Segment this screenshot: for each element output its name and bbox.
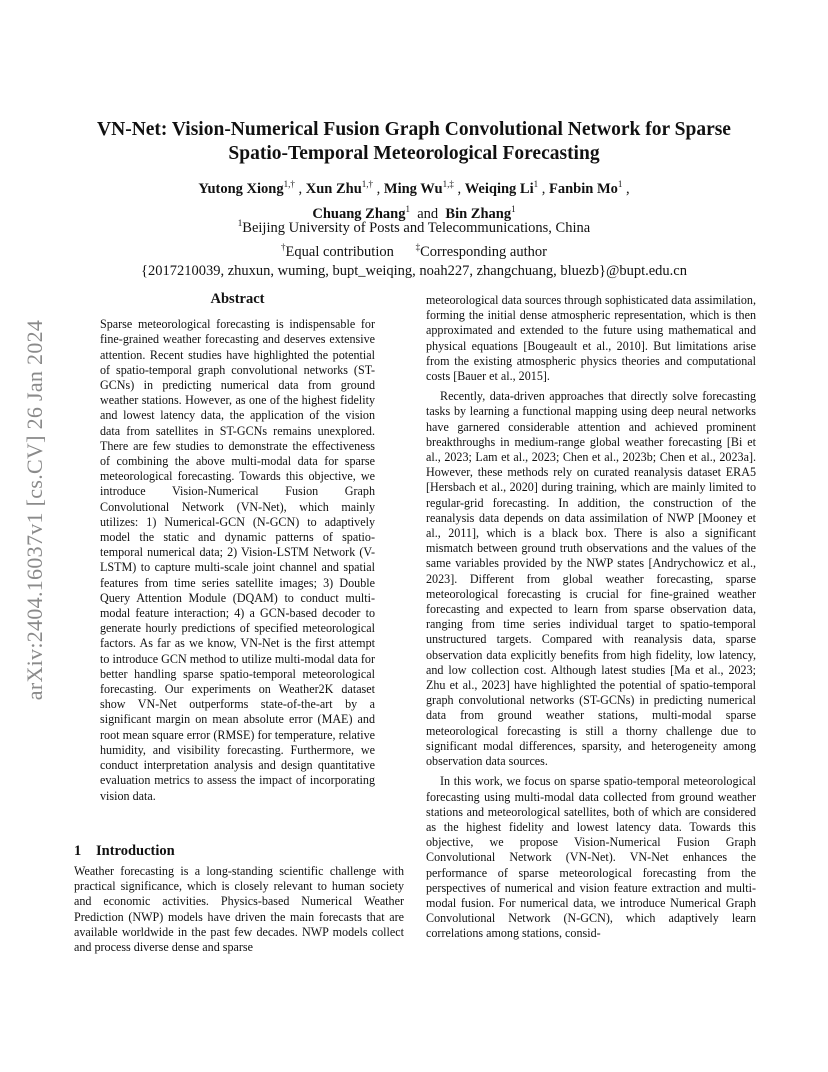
- paragraph: meteorological data sources through sophisticated data assimilation, forming the initial dense atmospheric representation, which is then approximated and extended to the future using mathematical and physical equations [Bougeault et al., 2010]. But limitations arise from the existing atmospheric physics theories and computational costs [Bauer et al., 2015].: [426, 293, 756, 384]
- author-name: Bin Zhang: [445, 205, 512, 222]
- author-emails: {2017210039, zhuxun, wuming, bupt_weiqing, noah227, zhangchuang, bluezb}@bupt.edu.cn: [141, 262, 687, 279]
- equal-sup: †: [281, 241, 286, 252]
- paragraph: Recently, data-driven approaches that directly solve forecasting tasks by learning a functional mapping using deep neural networks have garnered considerable attention and achieved prominent breakthroughs in medium-range global weather forecasting [Bi et al., 2023; Lam et al., 2023; Chen et al., 2023b; Chen et al., 2023a]. However, these methods rely on curated reanalysis dataset ERA5 [Hersbach et al., 2020] during training, which are mainly limited to regular-grid forecasting. In addition, the construction of the reanalysis data depends on data assimilation of NWP [Mooney et al., 2011], which is a black box. There is also a significant mismatch between ground truth observations and the values of the same variables provided by the NWP states [Andrychowicz et al., 2023]. Different from global weather forecasting, sparse meteorological forecasting is crucial for fine-grained weather forecasting and expected to learn from sparse observation data, ranging from time series individual target to spatio-temporal unstructured targets. Compared with reanalysis data, sparse observation data explicitly benefits from high fidelity, low latency, and low collection cost. Although latest studies [Ma et al., 2023; Zhu et al., 2023] have highlighted the potential of spatio-temporal graph convolutional networks (ST-GCNs) in predicting numerical data from ground weather stations, multi-modal sparse meteorological forecasting is still a thorny challenge due to significant modal differences, sparsity, and heterogeneity among observation data sources.: [426, 389, 756, 769]
- abstract-body: Sparse meteorological forecasting is indispensable for fine-grained weather forecasting and deserves extensive attention. Recent studies have highlighted the potential of spatio-temporal graph convolutional networks (ST-GCNs) in predicting numerical data from ground weather stations. However, as one of the highest fidelity and lowest latency data, the application of the vision data from satellites in ST-GCNs remains unexplored. There are few studies to demonstrate the effectiveness of combining the above multi-modal data for sparse meteorological forecasting. Towards this objective, we introduce Vision-Numerical Fusion Graph Convolutional Network (VN-Net), which mainly utilizes: 1) Numerical-GCN (N-GCN) to adaptively model the static and dynamic patterns of spatio-temporal numerical data; 2) Vision-LSTM Network (V-LSTM) to capture multi-scale joint channel and spatial features from time series satellite images; 3) Double Query Attention Module (DQAM) to conduct multi-modal feature interaction; 4) a GCN-based decoder to generate hourly predictions of specified meteorological factors. As far as we know, VN-Net is the first attempt to introduce GCN method to utilize multi-modal data for better handling sparse spatio-temporal meteorological forecasting. Our experiments on Weather2K dataset show VN-Net outperforms state-of-the-art by a significant margin on mean absolute error (MAE) and root mean square error (RMSE) for temperature, relative humidity, and visibility forecasting. Furthermore, we conduct interpretation analysis and design quantitative evaluation metrics to assess the impact of incorporating vision data.: [100, 317, 375, 803]
- author-sup: 1: [405, 203, 410, 214]
- section-title: Introduction: [96, 843, 175, 859]
- affiliations: [74, 214, 754, 281]
- author-sup: 1,†: [361, 179, 374, 189]
- author-name: Xun Zhu: [305, 180, 362, 197]
- right-column: [426, 293, 756, 947]
- abstract-heading: Abstract: [210, 291, 265, 307]
- paper-title: [74, 118, 754, 166]
- equal-contribution-note: Equal contribution: [285, 243, 394, 260]
- author-sup: 1: [617, 179, 623, 189]
- corresponding-note: Corresponding author: [420, 243, 547, 260]
- author-name: Ming Wu: [383, 180, 443, 197]
- arxiv-identifier: arXiv:2404.16037v1 [cs.CV] 26 Jan 2024: [22, 319, 48, 701]
- and-word: and: [417, 205, 439, 222]
- affiliation-sup: 1: [237, 218, 243, 228]
- authors-line-1: Yutong Xiong$^{1,\dagger}$ , Xun Zhu$^{1,\dagger}$ , Ming $Wu^{1,\ddagger}$ , Weiqing Li$^1$ , Fanbin Mo$^1$ ,: [198, 179, 630, 197]
- author-sup: 1,†: [283, 179, 295, 189]
- author-name: Fanbin Mo: [549, 180, 618, 197]
- affiliation-line: [74, 214, 754, 238]
- author-name: Weiqing Li: [464, 180, 534, 197]
- introduction-paragraph: Weather forecasting is a long-standing scientific challenge with practical significance, which is closely relevant to human society and economic activities. Physics-based Numerical Weather Prediction (NWP) models have driven the main forecasts that are available worldwide in the past few decades. NWP models collect and process diverse dense and sparse: [74, 864, 404, 955]
- author-sup: 1: [511, 203, 516, 214]
- title-line-2: Spatio-Temporal Meteorological Forecasting: [228, 143, 600, 164]
- author-sup: 1: [533, 179, 539, 189]
- paragraph: In this work, we focus on sparse spatio-temporal meteorological forecasting using multi-modal data collected from ground weather stations and meteorological satellites, both of which are considered as the highest fidelity and lowest latency data. Towards this objective, we propose Vision-Numerical Fusion Graph Convolutional Network (VN-Net). VN-Net enhances the performance of sparse meteorological forecasting from the perspectives of numerical and vision feature extraction and multi-modal fusion. For numerical data, we introduce Numerical Graph Convolutional Network (N-GCN), which adaptively learn correlations among stations, consid-: [426, 774, 756, 941]
- author-name: Yutong Xiong: [198, 180, 284, 197]
- affiliation-text: Beijing University of Posts and Telecommunications, China: [242, 219, 591, 236]
- corresponding-sup: ‡: [415, 241, 421, 252]
- title-line-1: VN-Net: Vision-Numerical Fusion Graph Convolutional Network for Sparse: [97, 119, 731, 140]
- contribution-notes: [74, 238, 754, 262]
- author-name: Chuang Zhang: [312, 205, 406, 222]
- section-number: 1: [74, 843, 82, 859]
- abstract-section: [100, 292, 375, 804]
- author-sup: 1,‡: [442, 179, 454, 189]
- introduction-heading: [74, 843, 175, 860]
- arxiv-sidebar: [22, 290, 48, 730]
